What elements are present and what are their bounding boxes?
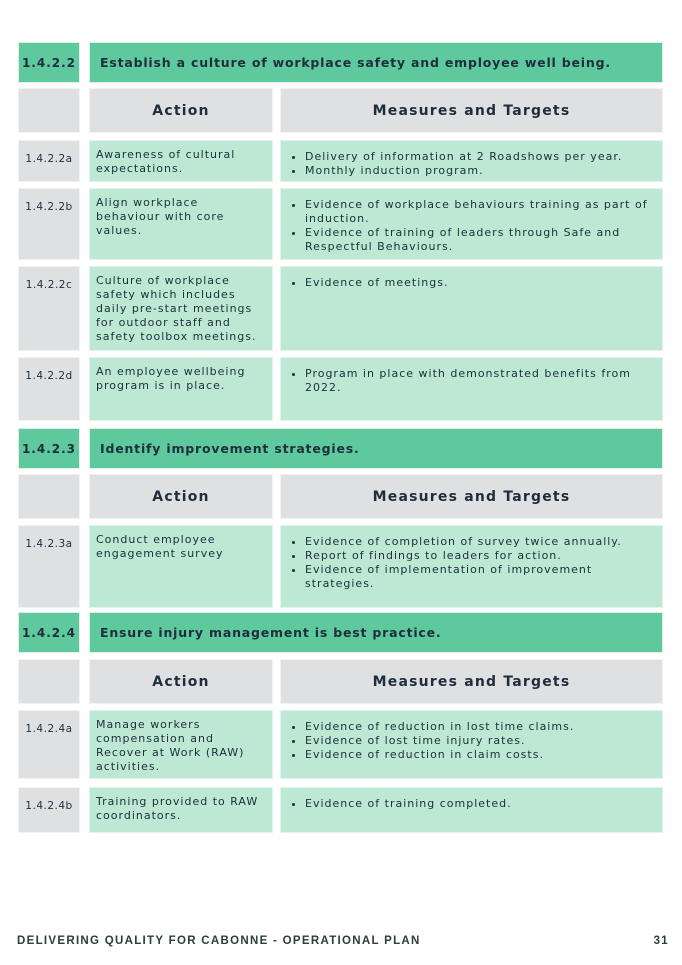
action-cell: Training provided to RAW coordinators. <box>89 787 273 833</box>
row-id: 1.4.2.2d <box>18 357 80 421</box>
measures-list <box>289 535 648 591</box>
measures-cell <box>280 188 663 260</box>
footer-title: DELIVERING QUALITY FOR CABONNE - OPERATIONAL PLAN <box>17 935 421 947</box>
row-id: 1.4.2.3a <box>18 525 80 608</box>
action-cell: Align workplace behaviour with core values. <box>89 188 273 260</box>
header-blank-cell <box>18 88 80 133</box>
section-id: 1.4.2.4 <box>18 612 80 653</box>
measure-item: • Evidence of meetings. <box>305 276 648 290</box>
section-id: 1.4.2.2 <box>18 42 80 83</box>
measure-item: • Evidence of lost time injury rates. <box>305 734 648 748</box>
section-title: Ensure injury management is best practice. <box>89 612 663 653</box>
row-id: 1.4.2.2a <box>18 140 80 182</box>
measures-cell <box>280 266 663 351</box>
section-id: 1.4.2.3 <box>18 428 80 469</box>
measures-cell <box>280 787 663 833</box>
measures-list <box>289 150 648 178</box>
action-header: Action <box>89 659 273 704</box>
measure-item: • Evidence of reduction in lost time claims. <box>305 720 648 734</box>
measures-list <box>289 276 648 290</box>
header-blank-cell <box>18 474 80 519</box>
action-cell: Conduct employee engagement survey <box>89 525 273 608</box>
measures-cell <box>280 525 663 608</box>
measure-item: • Monthly induction program. <box>305 164 648 178</box>
action-cell: Awareness of cultural expectations. <box>89 140 273 182</box>
measure-item: • Report of findings to leaders for action. <box>305 549 648 563</box>
measures-list <box>289 797 648 811</box>
action-cell: Manage workers compensation and Recover at Work (RAW) activities. <box>89 710 273 779</box>
row-id: 1.4.2.2c <box>18 266 80 351</box>
measures-header: Measures and Targets <box>280 88 663 133</box>
section-title: Identify improvement strategies. <box>89 428 663 469</box>
measures-header: Measures and Targets <box>280 474 663 519</box>
action-header: Action <box>89 474 273 519</box>
measure-item: • Evidence of reduction in claim costs. <box>305 748 648 762</box>
measure-item: • Evidence of training completed. <box>305 797 648 811</box>
action-header: Action <box>89 88 273 133</box>
measure-item: • Evidence of training of leaders through Safe and Respectful Behaviours. <box>305 226 648 254</box>
measures-cell <box>280 140 663 182</box>
header-blank-cell <box>18 659 80 704</box>
measures-list <box>289 367 648 395</box>
measure-item: • Program in place with demonstrated benefits from 2022. <box>305 367 648 395</box>
page-number: 31 <box>653 935 669 947</box>
page-footer <box>17 935 669 947</box>
row-id: 1.4.2.2b <box>18 188 80 260</box>
measure-item: • Delivery of information at 2 Roadshows per year. <box>305 150 648 164</box>
measures-list <box>289 198 648 254</box>
measure-item: • Evidence of completion of survey twice annually. <box>305 535 648 549</box>
action-cell: Culture of workplace safety which includes daily pre-start meetings for outdoor staff and safety toolbox meetings. <box>89 266 273 351</box>
measure-item: • Evidence of workplace behaviours training as part of induction. <box>305 198 648 226</box>
row-id: 1.4.2.4a <box>18 710 80 779</box>
measures-list <box>289 720 648 762</box>
measures-cell <box>280 357 663 421</box>
section-title: Establish a culture of workplace safety and employee well being. <box>89 42 663 83</box>
row-id: 1.4.2.4b <box>18 787 80 833</box>
measures-header: Measures and Targets <box>280 659 663 704</box>
measure-item: • Evidence of implementation of improvement strategies. <box>305 563 648 591</box>
measures-cell <box>280 710 663 779</box>
action-cell: An employee wellbeing program is in place. <box>89 357 273 421</box>
